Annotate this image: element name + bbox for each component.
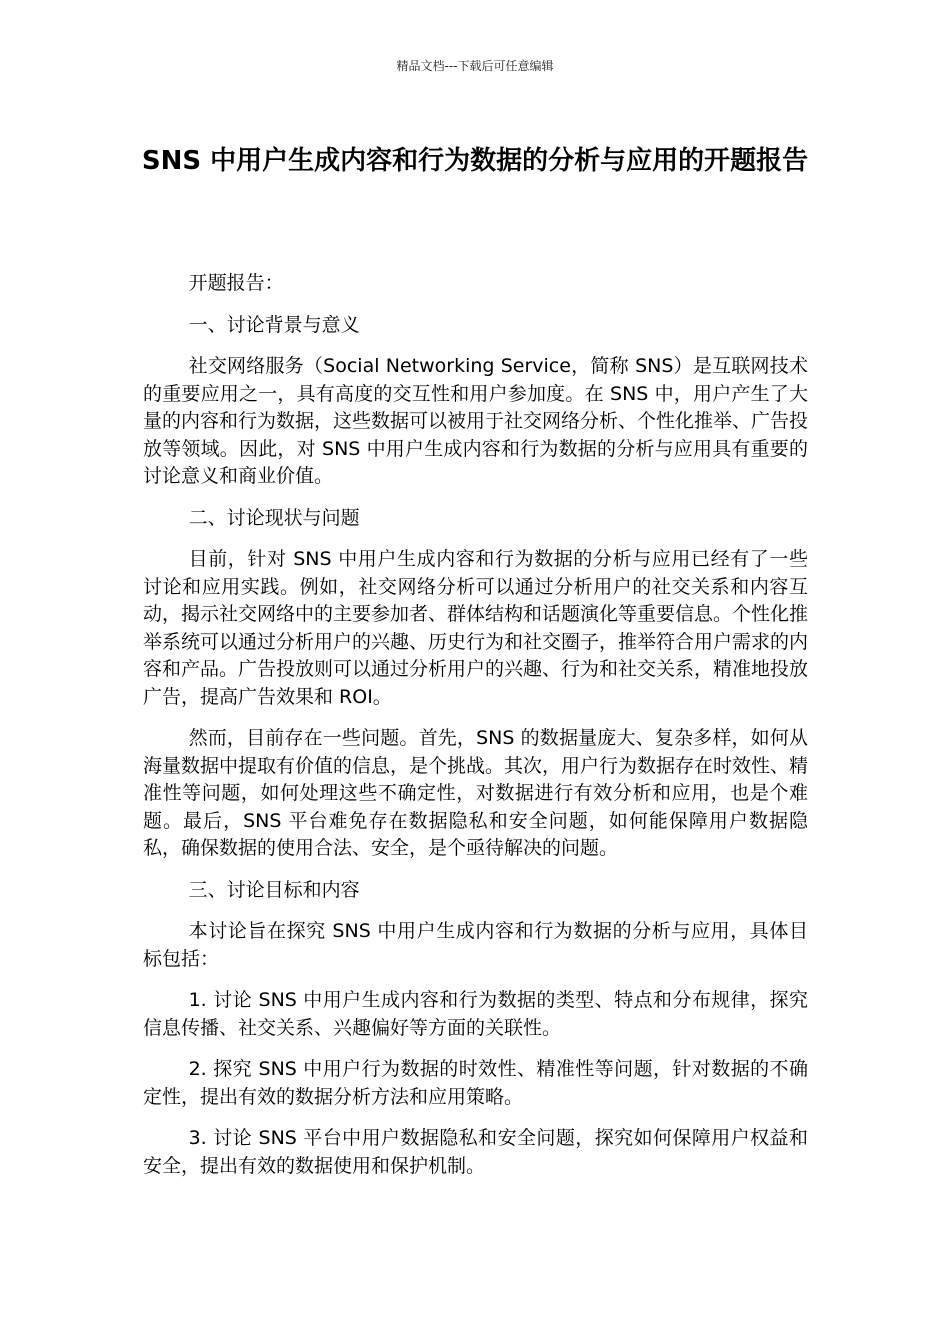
paragraph-status: 目前，针对 SNS 中用户生成内容和行为数据的分析与应用已经有了一些讨论和应用实践。例如，社交网络分析可以通过分析用户的社交关系和内容互动，揭示社交网络中的主要参加者、群体结构和话题演化等重要信息。个性化推举系统可以通过分析用户的兴趣、历史行为和社交圈子，推举符合用户需求的内容和产品。广告投放则可以通过分析用户的兴趣、行为和社交关系，精准地投放广告，提高广告效果和 ROI。 (143, 548, 809, 708)
goal-item-3: 3. 讨论 SNS 平台中用户数据隐私和安全问题，探究如何保障用户权益和安全，提出有效的数据使用和保护机制。 (143, 1127, 808, 1177)
section-heading-status: 二、讨论现状与问题 (188, 506, 360, 529)
goal-item-1: 1. 讨论 SNS 中用户生成内容和行为数据的类型、特点和分布规律，探究信息传播、社交关系、兴趣偏好等方面的关联性。 (143, 989, 808, 1039)
paragraph-background: 社交网络服务（Social Networking Service，简称 SNS）是互联网技术的重要应用之一，具有高度的交互性和用户参加度。在 SNS 中，用户产生了大量的内容和行为数据，这些数据可以被用于社交网络分析、个性化推举、广告投放等领域。因此，对 SNS 中用户生成内容和行为数据的分析与应用具有重要的讨论意义和商业价值。 (143, 355, 809, 487)
section-heading-background: 一、讨论背景与意义 (188, 313, 360, 336)
paragraph-problems: 然而，目前存在一些问题。首先，SNS 的数据量庞大、复杂多样，如何从海量数据中提取有价值的信息，是个挑战。其次，用户行为数据存在时效性、精准性等问题，如何处理这些不确定性，对数据进行有效分析和应用，也是个难题。最后，SNS 平台难免存在数据隐私和安全问题，如何能保障用户数据隐私，确保数据的使用合法、安全，是个亟待解决的问题。 (143, 727, 809, 859)
goal-item-2: 2. 探究 SNS 中用户行为数据的时效性、精准性等问题，针对数据的不确定性，提出有效的数据分析方法和应用策略。 (143, 1058, 808, 1108)
section-heading-goals: 三、讨论目标和内容 (188, 878, 360, 901)
header-note: 精品文档---下载后可任意编辑 (396, 59, 554, 73)
paragraph-goals-intro: 本讨论旨在探究 SNS 中用户生成内容和行为数据的分析与应用，具体目标包括： (143, 920, 808, 970)
report-label: 开题报告： (188, 272, 284, 294)
document-body (143, 270, 808, 1194)
document-title: SNS 中用户生成内容和行为数据的分析与应用的开题报告 (141, 146, 809, 176)
